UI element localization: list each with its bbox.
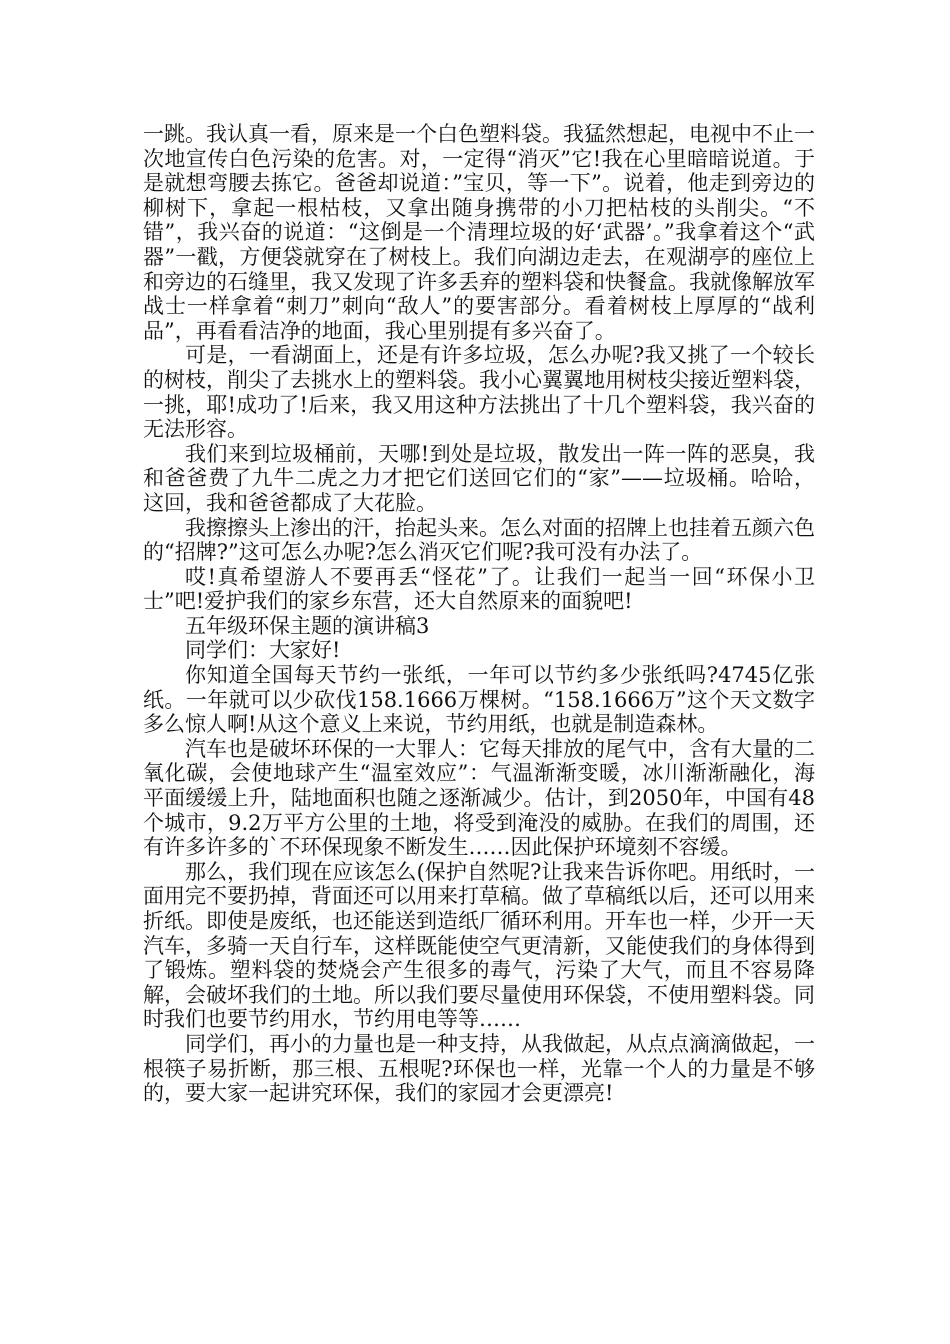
- paragraph-2: 可是，一看湖面上，还是有许多垃圾，怎么办呢?我又挑了一个较长的树枝，削尖了去挑水上的塑料袋。我小心翼翼地用树枝尖接近塑料袋，一挑，耶!成功了!后来，我又用这种方法挑出了十几个塑料袋，我兴奋的无法形容。: [143, 343, 815, 442]
- paragraph-5: 哎!真希望游人不要再丢“怪花”了。让我们一起当一回“环保小卫士”吧!爱护我们的家乡东营，还大自然原来的面貌吧!: [143, 564, 815, 614]
- paragraph-10: 那么，我们现在应该怎么(保护自然呢?让我来告诉你吧。用纸时，一面用完不要扔掉，背面还可以用来打草稿。做了草稿纸以后，还可以用来折纸。即使是废纸，也还能送到造纸厂循环利用。开车也一样，少开一天汽车，多骑一天自行车，这样既能使空气更清新，又能使我们的身体得到了锻炼。塑料袋的焚烧会产生很多的毒气，污染了大气，而且不容易降解，会破坏我们的土地。所以我们要尽量使用环保袋，不使用塑料袋。同时我们也要节约用水，节约用电等等……: [143, 859, 815, 1032]
- paragraph-4: 我擦擦头上渗出的汗，抬起头来。怎么对面的招牌上也挂着五颜六色的“招牌?”这可怎么办呢?怎么消灭它们呢?我可没有办法了。: [143, 515, 815, 565]
- paragraph-8: 你知道全国每天节约一张纸，一年可以节约多少张纸吗?4745亿张纸。一年就可以少砍伐158.1666万棵树。“158.1666万”这个天文数字多么惊人啊!从这个意义上来说，节约用纸，也就是制造森林。: [143, 663, 815, 737]
- paragraph-11: 同学们，再小的力量也是一种支持，从我做起，从点点滴滴做起，一根筷子易折断，那三根、五根呢?环保也一样，光靠一个人的力量是不够的，要大家一起讲究环保，我们的家园才会更漂亮!: [143, 1031, 815, 1106]
- section-heading: 五年级环保主题的演讲稿3: [185, 613, 430, 638]
- paragraph-1: 一跳。我认真一看，原来是一个白色塑料袋。我猛然想起，电视中不止一次地宣传白色污染的危害。对，一定得“消灭”它!我在心里暗暗说道。于是就想弯腰去拣它。爸爸却说道：”宝贝，等一下”。说着，他走到旁边的柳树下，拿起一根枯枝，又拿出随身携带的小刀把枯枝的头削尖。“不错”，我兴奋的说道：“这倒是一个清理垃圾的好‘武器’。”我拿着这个“武器”一戳，方便袋就穿在了树枝上。我们向湖边走去，在观湖亭的座位上和旁边的石缝里，我又发现了许多丢弃的塑料袋和快餐盒。我就像解放军战士一样拿着“刺刀”刺向“敌人”的要害部分。看着树枝上厚厚的“战利品”，再看看洁净的地面，我心里别提有多兴奋了。: [143, 122, 815, 343]
- paragraph-9: 汽车也是破坏环保的一大罪人：它每天排放的尾气中，含有大量的二氧化碳，会使地球产生“温室效应”：气温渐渐变暖，冰川渐渐融化，海平面缓缓上升，陆地面积也随之逐渐减少。估计，到2050年，中国有48个城市，9.2万平方公里的土地，将受到淹没的威胁。在我们的周围，还有许多许多的`不环保现象不断发生……因此保护环境刻不容缓。: [143, 736, 815, 860]
- document-body: [143, 122, 815, 1106]
- greeting-line: 同学们：大家好!: [185, 638, 341, 663]
- paragraph-3: 我们来到垃圾桶前，天哪!到处是垃圾，散发出一阵一阵的恶臭，我和爸爸费了九牛二虎之力才把它们送回它们的“家”——垃圾桶。哈哈，这回，我和爸爸都成了大花脸。: [143, 441, 815, 515]
